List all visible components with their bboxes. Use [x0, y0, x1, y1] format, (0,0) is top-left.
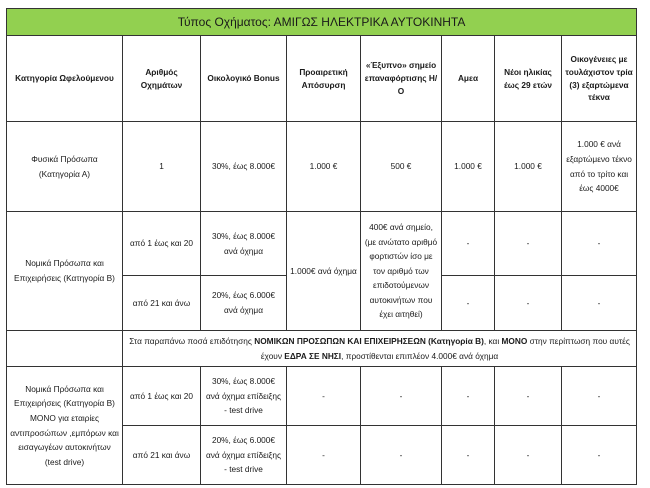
table-row — [7, 367, 637, 426]
charger-cell: - — [361, 367, 442, 426]
note-text: , και — [483, 335, 502, 346]
vehicles-cell: από 21 και άνω — [123, 426, 201, 485]
vehicles-cell: από 1 έως και 20 — [123, 212, 201, 276]
header-beneficiary-category: Κατηγορία Ωφελούμενου — [7, 36, 123, 122]
vehicles-cell: από 21 και άνω — [123, 276, 201, 331]
category-cell: Νομικά Πρόσωπα και Επιχειρήσεις (Κατηγορία Β) ΜΟΝΟ για εταιρίες αντιπροσώπων ,εμπόρων και εισαγωγέων αυτοκινήτων (test drive) — [7, 367, 123, 485]
family-cell: - — [562, 426, 637, 485]
table-row — [7, 122, 637, 212]
amea-cell: - — [442, 212, 495, 276]
header-young-people: Νέοι ηλικίας έως 29 ετών — [495, 36, 562, 122]
amea-cell: - — [442, 276, 495, 331]
charger-cell: 500 € — [361, 122, 442, 212]
amea-cell: - — [442, 426, 495, 485]
note-text: στην περίπτωση που αυτές έχουν — [260, 335, 630, 361]
bonus-cell: 20%, έως 6.000€ ανά όχημα — [201, 276, 287, 331]
amea-cell: - — [442, 367, 495, 426]
spacer-cell — [7, 331, 123, 367]
scrappage-cell: 1.000€ ανά όχημα — [287, 212, 361, 331]
category-cell: Νομικά Πρόσωπα και Επιχειρήσεις (Κατηγορία Β) — [7, 212, 123, 331]
bonus-cell: 30%, έως 8.000€ ανά όχημα — [201, 212, 287, 276]
table-row — [7, 212, 637, 276]
note-bold-text: ΝΟΜΙΚΩΝ ΠΡΟΣΩΠΩΝ ΚΑΙ ΕΠΙΧΕΙΡΗΣΕΩΝ (Κατηγορία Β) — [254, 335, 484, 346]
header-amea: Αμεα — [442, 36, 495, 122]
young-cell: - — [495, 426, 562, 485]
amea-cell: 1.000 € — [442, 122, 495, 212]
scrappage-cell: - — [287, 426, 361, 485]
table-row — [7, 331, 637, 367]
subsidy-table — [6, 8, 637, 485]
young-cell: 1.000 € — [495, 122, 562, 212]
header-smart-charger: «Έξυπνο» σημείο επαναφόρτισης Η/Ο — [361, 36, 442, 122]
family-cell: - — [562, 367, 637, 426]
young-cell: - — [495, 212, 562, 276]
bonus-cell: 30%, έως 8.000€ — [201, 122, 287, 212]
bonus-cell: 20%, έως 6.000€ ανά όχημα επίδειξης - test drive — [201, 426, 287, 485]
header-vehicle-count: Αριθμός Οχημάτων — [123, 36, 201, 122]
scrappage-cell: 1.000 € — [287, 122, 361, 212]
young-cell: - — [495, 367, 562, 426]
charger-cell: - — [361, 426, 442, 485]
header-large-families: Οικογένειες με τουλάχιστον τρία (3) εξαρτώμενα τέκνα — [562, 36, 637, 122]
young-cell: - — [495, 276, 562, 331]
header-eco-bonus: Οικολογικό Bonus — [201, 36, 287, 122]
note-text: Στα παραπάνω ποσά επιδότησης — [129, 335, 255, 346]
bonus-cell: 30%, έως 8.000€ ανά όχημα επίδειξης - test drive — [201, 367, 287, 426]
family-cell: - — [562, 212, 637, 276]
family-cell: - — [562, 276, 637, 331]
note-bold-text: ΕΔΡΑ ΣΕ ΝΗΣΙ — [284, 350, 342, 361]
charger-cell: 400€ ανά σημείο, (με ανώτατο αριθμό φορτιστών ίσο με τον αριθμό των επιδοτούμενων αυτοκινήτων που έχει αιτηθεί) — [361, 212, 442, 331]
category-cell: Φυσικά Πρόσωπα (Κατηγορία Α) — [7, 122, 123, 212]
island-note — [123, 331, 637, 367]
vehicles-cell: 1 — [123, 122, 201, 212]
note-text: , προστίθενται επιπλέον 4.000€ ανά όχημα — [341, 350, 499, 361]
family-cell: 1.000 € ανά εξαρτώμενο τέκνο από το τρίτο και έως 4000€ — [562, 122, 637, 212]
vehicles-cell: από 1 έως και 20 — [123, 367, 201, 426]
header-optional-scrappage: Προαιρετική Απόσυρση — [287, 36, 361, 122]
table-title: Τύπος Οχήματος: ΑΜΙΓΩΣ ΗΛΕΚΤΡΙΚΑ ΑΥΤΟΚΙΝΗΤΑ — [7, 9, 637, 36]
scrappage-cell: - — [287, 367, 361, 426]
note-bold-text: ΜΟΝΟ — [501, 335, 528, 346]
